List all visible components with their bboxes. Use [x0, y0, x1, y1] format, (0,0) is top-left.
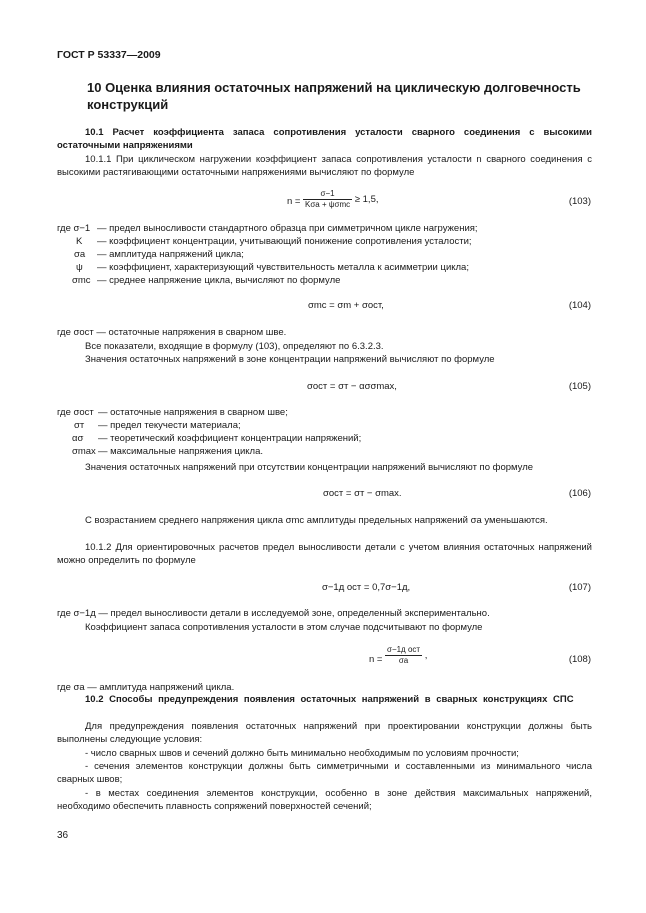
list-item: - в местах соединения элементов конструкции, особенно в зоне действия максимальных напряжений, необходимо обеспечить плавность сопряжений поверхностей сечений; [57, 788, 592, 812]
equation-number: (108) [568, 654, 591, 665]
fraction-103: $\frac{\sigma-1}{\text{Kσa + ψσmc}}$ [305, 189, 351, 209]
paragraph-safety-factor: Коэффициент запаса сопротивления усталости в этом случае подсчитывают по формуле [85, 622, 483, 633]
section-10-title: 10 Оценка влияния остаточных напряжений на циклическую долговечность конструкций [87, 80, 581, 112]
equation-105: σост = σт − ασσmax, (105) [307, 381, 591, 392]
equation-103: n = $\frac{\sigma-1}{\text{Kσa + ψσmc}}$ ≥ 1,5, (103) [287, 189, 591, 209]
page-number: 36 [57, 830, 69, 841]
paragraph-concentration: Значения остаточных напряжений в зоне концентрации напряжений вычисляют по формуле [85, 354, 495, 365]
symbol-definition-5: где σa — амплитуда напряжений цикла. [57, 682, 235, 693]
equation-number: (106) [568, 488, 591, 499]
standard-header: ГОСТ Р 53337—2009 [57, 49, 161, 61]
paragraph-mean-stress: С возрастанием среднего напряжения цикла σmc амплитуды предельных напряжений σa уменьшаются. [85, 515, 548, 526]
equation-number: (105) [568, 381, 591, 392]
symbol-definitions-3: где σост — остаточные напряжения в сварном шве; σт — предел текучести материала; ασ — теоретический коэффициент концентрации напряжений; σmax — максимальные напряжения цикла. [57, 407, 362, 457]
equation-108: n = $\frac{\text{σ−1д ост}}{\sigma a}$ , (108) [369, 645, 591, 665]
equation-number: (103) [568, 196, 591, 207]
paragraph-10-1-1: 10.1.1 При циклическом нагружении коэффициент запаса сопротивления усталости n сварного соединения с высокими растягивающими остаточными напряжениями вычисляют по формуле [57, 154, 592, 178]
equation-107: σ−1д ост = 0,7σ−1д, (107) [322, 582, 591, 593]
equation-number: (104) [568, 300, 591, 311]
equation-104: σmc = σm + σост, (104) [308, 300, 591, 311]
paragraph-10-1-2: 10.1.2 Для ориентировочных расчетов предел выносливости детали с учетом влияния остаточных напряжений можно определить по формуле [57, 542, 592, 566]
symbol-definitions-1: где σ−1 — предел выносливости стандартного образца при симметричном цикле нагружения; K — коэффициент концентрации, учитывающий понижение сопротивления усталости; σa — амплитуда напряжений цикла; ψ — коэффициент, характеризующий чувствительность металла к асимметрии цикла; σmc — среднее напряжение цикла, вычисляют по формуле [57, 223, 478, 286]
list-item: - сечения элементов конструкции должны быть симметричными и составленными из минимального числа сварных швов; [57, 761, 592, 785]
fraction-108: $\frac{\text{σ−1д ост}}{\sigma a}$ [387, 645, 421, 665]
paragraph-conditions: Для предупреждения появления остаточных напряжений при проектировании конструкции должны быть выполнены следующие условия: [57, 721, 592, 745]
equation-106: σост = σт − σmax. (106) [323, 488, 591, 499]
list-item: - число сварных швов и сечений должно быть минимально необходимым по условиям прочности; [85, 748, 519, 759]
paragraph-no-concentration: Значения остаточных напряжений при отсутствии концентрации напряжений вычисляют по формуле [85, 462, 534, 473]
symbol-definition-2: где σост — остаточные напряжения в сварном шве. [57, 327, 287, 338]
symbol-definition-4: где σ−1д — предел выносливости детали в исследуемой зоне, определенный экспериментально. [57, 608, 490, 619]
paragraph-indicators: Все показатели, входящие в формулу (103), определяют по 6.3.2.3. [85, 341, 384, 352]
subsection-10-2-title: 10.2 Способы предупреждения появления остаточных напряжений в сварных конструкциях СПС [85, 694, 574, 705]
subsection-10-1-title: 10.1 Расчет коэффициента запаса сопротивления усталости сварного соединения с высокими остаточными напряжениями [57, 127, 592, 151]
equation-number: (107) [568, 582, 591, 593]
